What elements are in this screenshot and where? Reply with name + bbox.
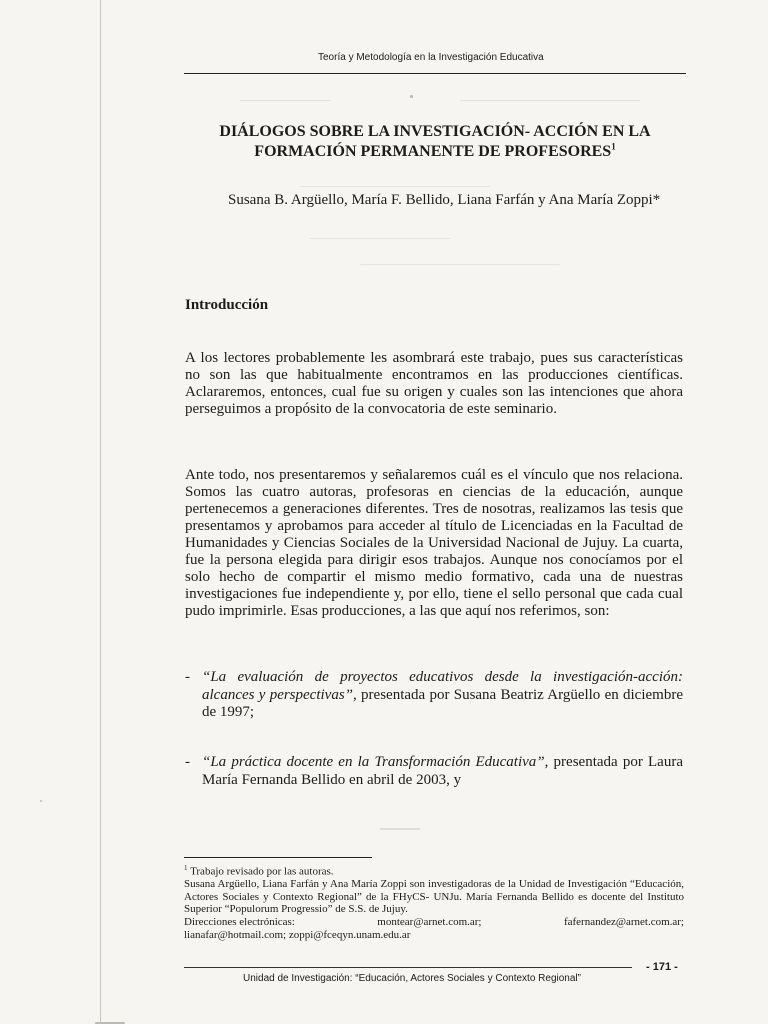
article-authors: Susana B. Argüello, María F. Bellido, Liana Farfán y Ana María Zoppi* <box>228 192 661 208</box>
scan-speck <box>380 828 420 830</box>
scan-speck <box>310 238 450 239</box>
footer-rule <box>184 967 632 968</box>
list-dash: - <box>185 669 190 685</box>
section-heading: Introducción <box>185 297 269 313</box>
binder-margin-line <box>100 0 101 1024</box>
list-item-title: “La evaluación de proyectos educativos desde la investigación-acción: alcances y perspectivas” <box>202 669 683 703</box>
title-line-1: DIÁLOGOS SOBRE LA INVESTIGACIÓN- ACCIÓN EN LA <box>219 123 651 140</box>
running-header: Teoría y Metodología en la Investigación Educativa <box>318 52 544 63</box>
scan-speck <box>360 264 560 265</box>
title-line-2-text: FORMACIÓN PERMANENTE DE PROFESORES <box>254 143 612 160</box>
page-number: - 171 - <box>646 961 678 973</box>
scan-speck <box>40 800 42 802</box>
list-dash: - <box>185 754 190 770</box>
footnote-1 <box>184 862 684 878</box>
header-rule <box>184 73 686 74</box>
title-footnote-mark: 1 <box>611 141 616 152</box>
paragraph-1: A los lectores probablemente les asombrará este trabajo, pues sus características no son las que habitualmente encontramos en las producciones científicas. Aclararemos, entonces, cual fue su origen y cuales son las intenciones que ahora perseguimos a propósito de la convocatoria de este seminario. <box>185 350 683 417</box>
scan-speck <box>240 100 330 101</box>
article-title <box>184 122 686 162</box>
list-item-rest: , presentada por Laura María Fernanda Bellido en abril de 2003, y <box>202 754 683 788</box>
scan-speck <box>300 186 490 187</box>
email-1: montear@arnet.com.ar; <box>377 916 482 929</box>
paragraph-2: Ante todo, nos presentaremos y señalaremos cuál es el vínculo que nos relaciona. Somos las cuatro autoras, profesoras en ciencias de la educación, aunque pertenecemos a generaciones diferentes. Tres de nosotras, realizamos las tesis que presentamos y aprobamos para acceder al título de Licenciadas en la Facultad de Humanidades y Ciencias Sociales de la Universidad Nacional de Jujuy. La cuarta, fue la persona elegida para dirigir esos trabajos. Aunque nos conocíamos por el solo hecho de compartir el mismo medio formativo, cada una de nuestras investigaciones fue independiente y, por ello, tiene el sello personal que cada cual pudo imprimirle. Esas producciones, a las que aquí nos referimos, son: <box>185 467 683 619</box>
title-line-2 <box>184 142 686 162</box>
footnote-2: Susana Argüello, Liana Farfán y Ana María Zoppi son investigadoras de la Unidad de Investigación “Educación, Actores Sociales y Contexto Regional” de la FHyCS- UNJu. María Fernanda Bellido es docente del Instituto Superior “Populorum Progressio” de S.S. de Jujuy. <box>184 878 684 916</box>
list-item-title: “La práctica docente en la Transformación Educativa” <box>202 754 545 770</box>
footnote-mark: 1 <box>184 864 188 872</box>
list-item-rest: , presentada por Susana Beatriz Argüello en diciembre de 1997; <box>202 686 683 720</box>
footnote-1-text: Trabajo revisado por las autoras. <box>190 865 334 878</box>
footnote-rule <box>184 857 372 858</box>
email-line-2: lianafar@hotmail.com; zoppi@fceqyn.unam.edu.ar <box>184 928 411 941</box>
running-footer: Unidad de Investigación: “Educación, Actores Sociales y Contexto Regional” <box>243 973 581 984</box>
scan-speck <box>410 95 413 98</box>
email-2: fafernandez@arnet.com.ar; <box>563 916 684 929</box>
footnotes <box>184 862 684 941</box>
list-item-text <box>202 669 683 722</box>
list-item <box>185 754 683 789</box>
scan-speck <box>460 100 640 101</box>
emails-label: Direcciones electrónicas: <box>184 916 295 929</box>
email-line <box>184 916 684 929</box>
list-item <box>185 669 683 722</box>
list-item-text <box>202 754 683 789</box>
